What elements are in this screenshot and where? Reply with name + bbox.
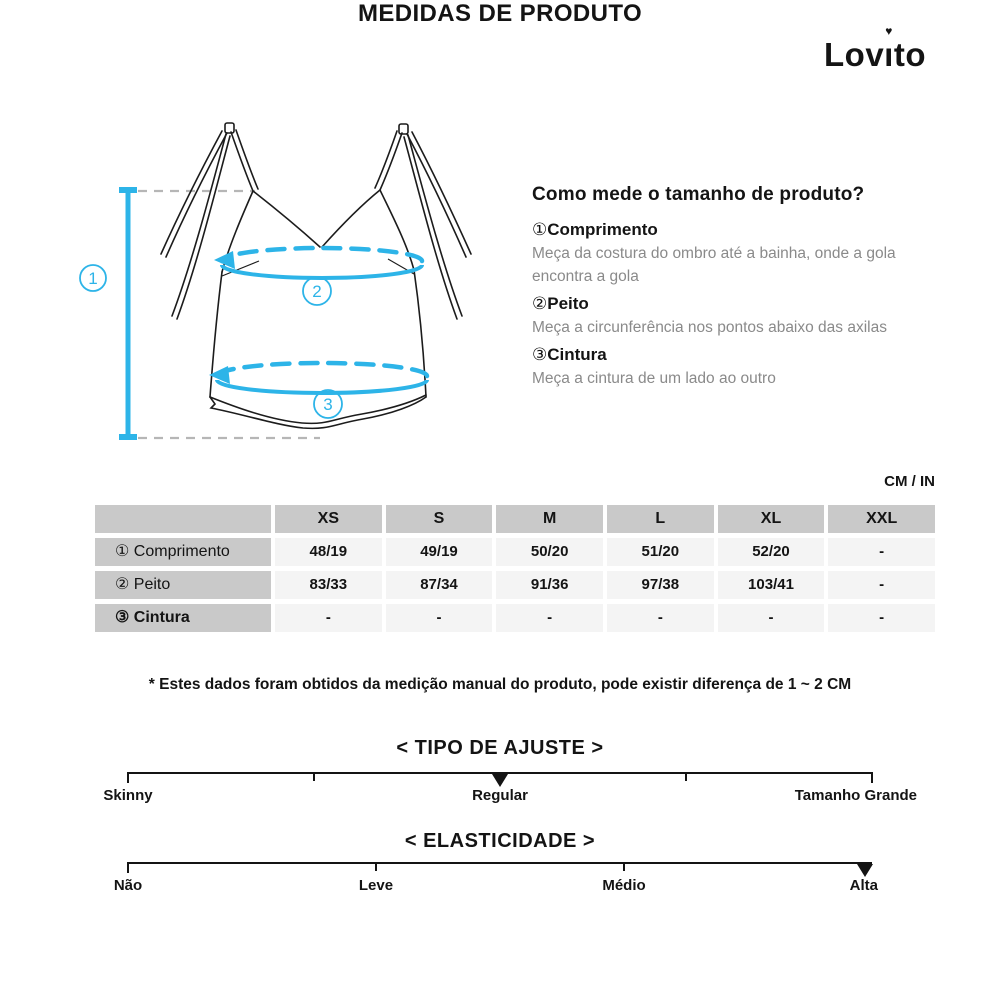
page-title: MEDIDAS DE PRODUTO (357, 0, 643, 27)
elasticity-scale-title: < ELASTICIDADE > (404, 830, 596, 852)
svg-text:3: 3 (323, 395, 333, 414)
cell-comprimento-xl: 52/20 (718, 538, 825, 566)
guide-item-comprimento (532, 217, 914, 288)
elasticity-label-nao: Não (113, 877, 143, 894)
guide-item-number: ① (532, 220, 548, 239)
scale-tick (127, 862, 129, 873)
guide-heading: Como mede o tamanho de produto? (532, 184, 865, 205)
scale-tick (375, 862, 377, 871)
cell-peito-xl: 103/41 (718, 571, 825, 599)
left-tie-knot (225, 123, 234, 133)
guide-item-desc: Meça a cintura de um lado ao outro (532, 370, 776, 387)
marker-triangle-icon (857, 864, 873, 877)
scale-tick (871, 772, 873, 783)
brand-logo-i: ♥ ı (884, 24, 894, 73)
fit-scale-title: < TIPO DE AJUSTE > (396, 737, 604, 759)
elasticity-label-leve: Leve (358, 877, 394, 894)
cell-peito-l: 97/38 (607, 571, 714, 599)
marker-1-badge (80, 265, 106, 291)
brand-logo-part1: Lov (824, 36, 885, 73)
svg-text:1: 1 (88, 269, 98, 288)
fit-label-regular: Regular (472, 787, 528, 804)
cell-comprimento-s: 49/19 (386, 538, 493, 566)
fit-scale (103, 772, 917, 804)
guide-item-cintura (532, 342, 914, 390)
elasticity-scale (113, 862, 878, 894)
guide-item-label: Peito (547, 294, 589, 313)
brand-logo-part2: to (893, 36, 926, 73)
scale-tick (623, 862, 625, 871)
cell-cintura-xl: - (718, 604, 825, 632)
cell-cintura-l: - (607, 604, 714, 632)
col-header-xl: XL (718, 505, 825, 533)
fit-label-tamanho-grande: Tamanho Grande (794, 787, 917, 804)
col-header-s: S (386, 505, 493, 533)
guide-item-desc: Meça da costura do ombro até a bainha, onde a gola encontra a gola (532, 245, 896, 285)
elasticity-label-medio: Médio (602, 877, 646, 894)
measurement-guide (532, 184, 914, 393)
guide-item-label: Comprimento (547, 220, 658, 239)
guide-item-peito (532, 291, 914, 339)
brand-logo (824, 24, 926, 74)
right-tie-knot (399, 124, 408, 134)
row-label-cintura: ③ Cintura (95, 604, 271, 632)
cell-peito-xxl: - (828, 571, 935, 599)
garment-diagram (70, 110, 520, 470)
cell-comprimento-xxl: - (828, 538, 935, 566)
elasticity-label-alta: Alta (849, 877, 878, 894)
footnote: * Estes dados foram obtidos da medição manual do produto, pode existir diferença de 1 ~ 2 CM (148, 676, 852, 693)
heart-icon: ♥ (885, 24, 893, 38)
col-header-l: L (607, 505, 714, 533)
marker-3-badge (314, 390, 342, 418)
fit-label-skinny: Skinny (103, 787, 153, 804)
unit-label: CM / IN (884, 473, 935, 490)
cell-comprimento-xs: 48/19 (275, 538, 382, 566)
waist-measure-ellipse (209, 363, 427, 393)
guide-item-desc: Meça a circunferência nos pontos abaixo das axilas (532, 319, 887, 336)
size-table (95, 505, 935, 632)
marker-triangle-icon (492, 774, 508, 787)
cell-cintura-s: - (386, 604, 493, 632)
svg-text:2: 2 (312, 282, 322, 301)
cell-peito-s: 87/34 (386, 571, 493, 599)
marker-2-badge (303, 277, 331, 305)
row-label-peito: ② Peito (95, 571, 271, 599)
cell-comprimento-l: 51/20 (607, 538, 714, 566)
cell-comprimento-m: 50/20 (496, 538, 603, 566)
scale-tick (313, 772, 315, 781)
cell-cintura-m: - (496, 604, 603, 632)
cell-cintura-xs: - (275, 604, 382, 632)
cell-peito-m: 91/36 (496, 571, 603, 599)
cell-cintura-xxl: - (828, 604, 935, 632)
col-header-m: M (496, 505, 603, 533)
chest-measure-ellipse (214, 248, 422, 278)
guide-item-number: ③ (532, 345, 548, 364)
table-corner-cell (95, 505, 271, 533)
scale-tick (685, 772, 687, 781)
guide-item-label: Cintura (547, 345, 607, 364)
scale-tick (127, 772, 129, 783)
col-header-xs: XS (275, 505, 382, 533)
cell-peito-xs: 83/33 (275, 571, 382, 599)
guide-item-number: ② (532, 294, 548, 313)
length-measure-line (119, 187, 137, 440)
row-label-comprimento: ① Comprimento (95, 538, 271, 566)
col-header-xxl: XXL (828, 505, 935, 533)
